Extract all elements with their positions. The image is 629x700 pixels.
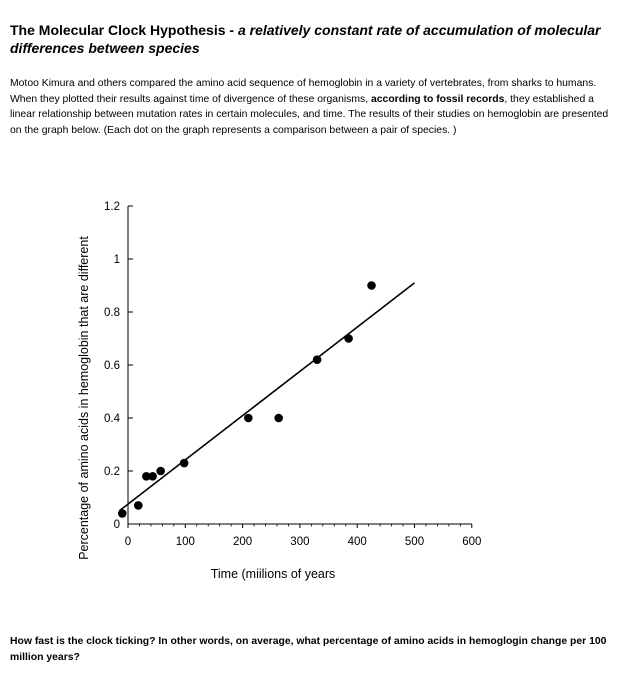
intro-text-part1: Motoo Kimura and others compared the amino acid sequence of hemoglobin in a variety of vertebrates, from sharks to humans. When they plotted their results against time of divergence of these organisms, [10,78,597,105]
data-point [313,355,322,364]
x-tick-label: 400 [347,536,367,548]
y-tick-label: 1.2 [104,201,120,213]
x-tick-label: 0 [124,536,132,548]
data-point [134,501,143,510]
question-text: How fast is the clock ticking? In other words, on average, what percentage of amino acids in hemoglogin change per 100 million years? [10,636,607,663]
trendline [119,283,414,511]
intro-text-bold: according to fossil records [370,93,505,105]
data-point [344,334,353,343]
title-subtitle: a relatively constant rate of accumulation of molecular differences between species [10,22,601,56]
y-tick-label: 0.2 [104,466,120,478]
y-axis-label: Percentage of amino acids in hemoglobin that are different [77,236,91,560]
chart-trendline-group [119,283,414,511]
y-tick-label: 0 [113,519,120,531]
x-tick-label: 300 [290,536,310,548]
y-tick-label: 0.8 [104,307,120,319]
x-tick-label: 600 [462,536,482,548]
data-point [118,509,127,518]
data-point [367,281,376,290]
chart-ticks [104,201,481,548]
x-tick-label: 500 [404,536,425,548]
y-tick-label: 0.6 [104,360,120,372]
data-point [148,472,157,481]
data-point [274,414,283,423]
chart-axes [128,206,472,524]
title-main: The Molecular Clock Hypothesis - [10,22,235,38]
x-tick-label: 200 [233,536,253,548]
data-point [244,414,253,423]
x-axis-label: Time (miilions of years [210,567,336,581]
y-tick-label: 1 [113,254,120,266]
data-point [180,459,189,468]
data-point [156,467,165,476]
x-tick-label: 100 [175,536,195,548]
y-tick-label: 0.4 [104,413,120,425]
intro-text-part2: , they established a linear relationship between mutation rates in certain molecules, and time. The results of their studies on hemoglobin are presented on the graph below. (Each dot on the graph represents a comparison between a pair of species. ) [10,93,609,136]
